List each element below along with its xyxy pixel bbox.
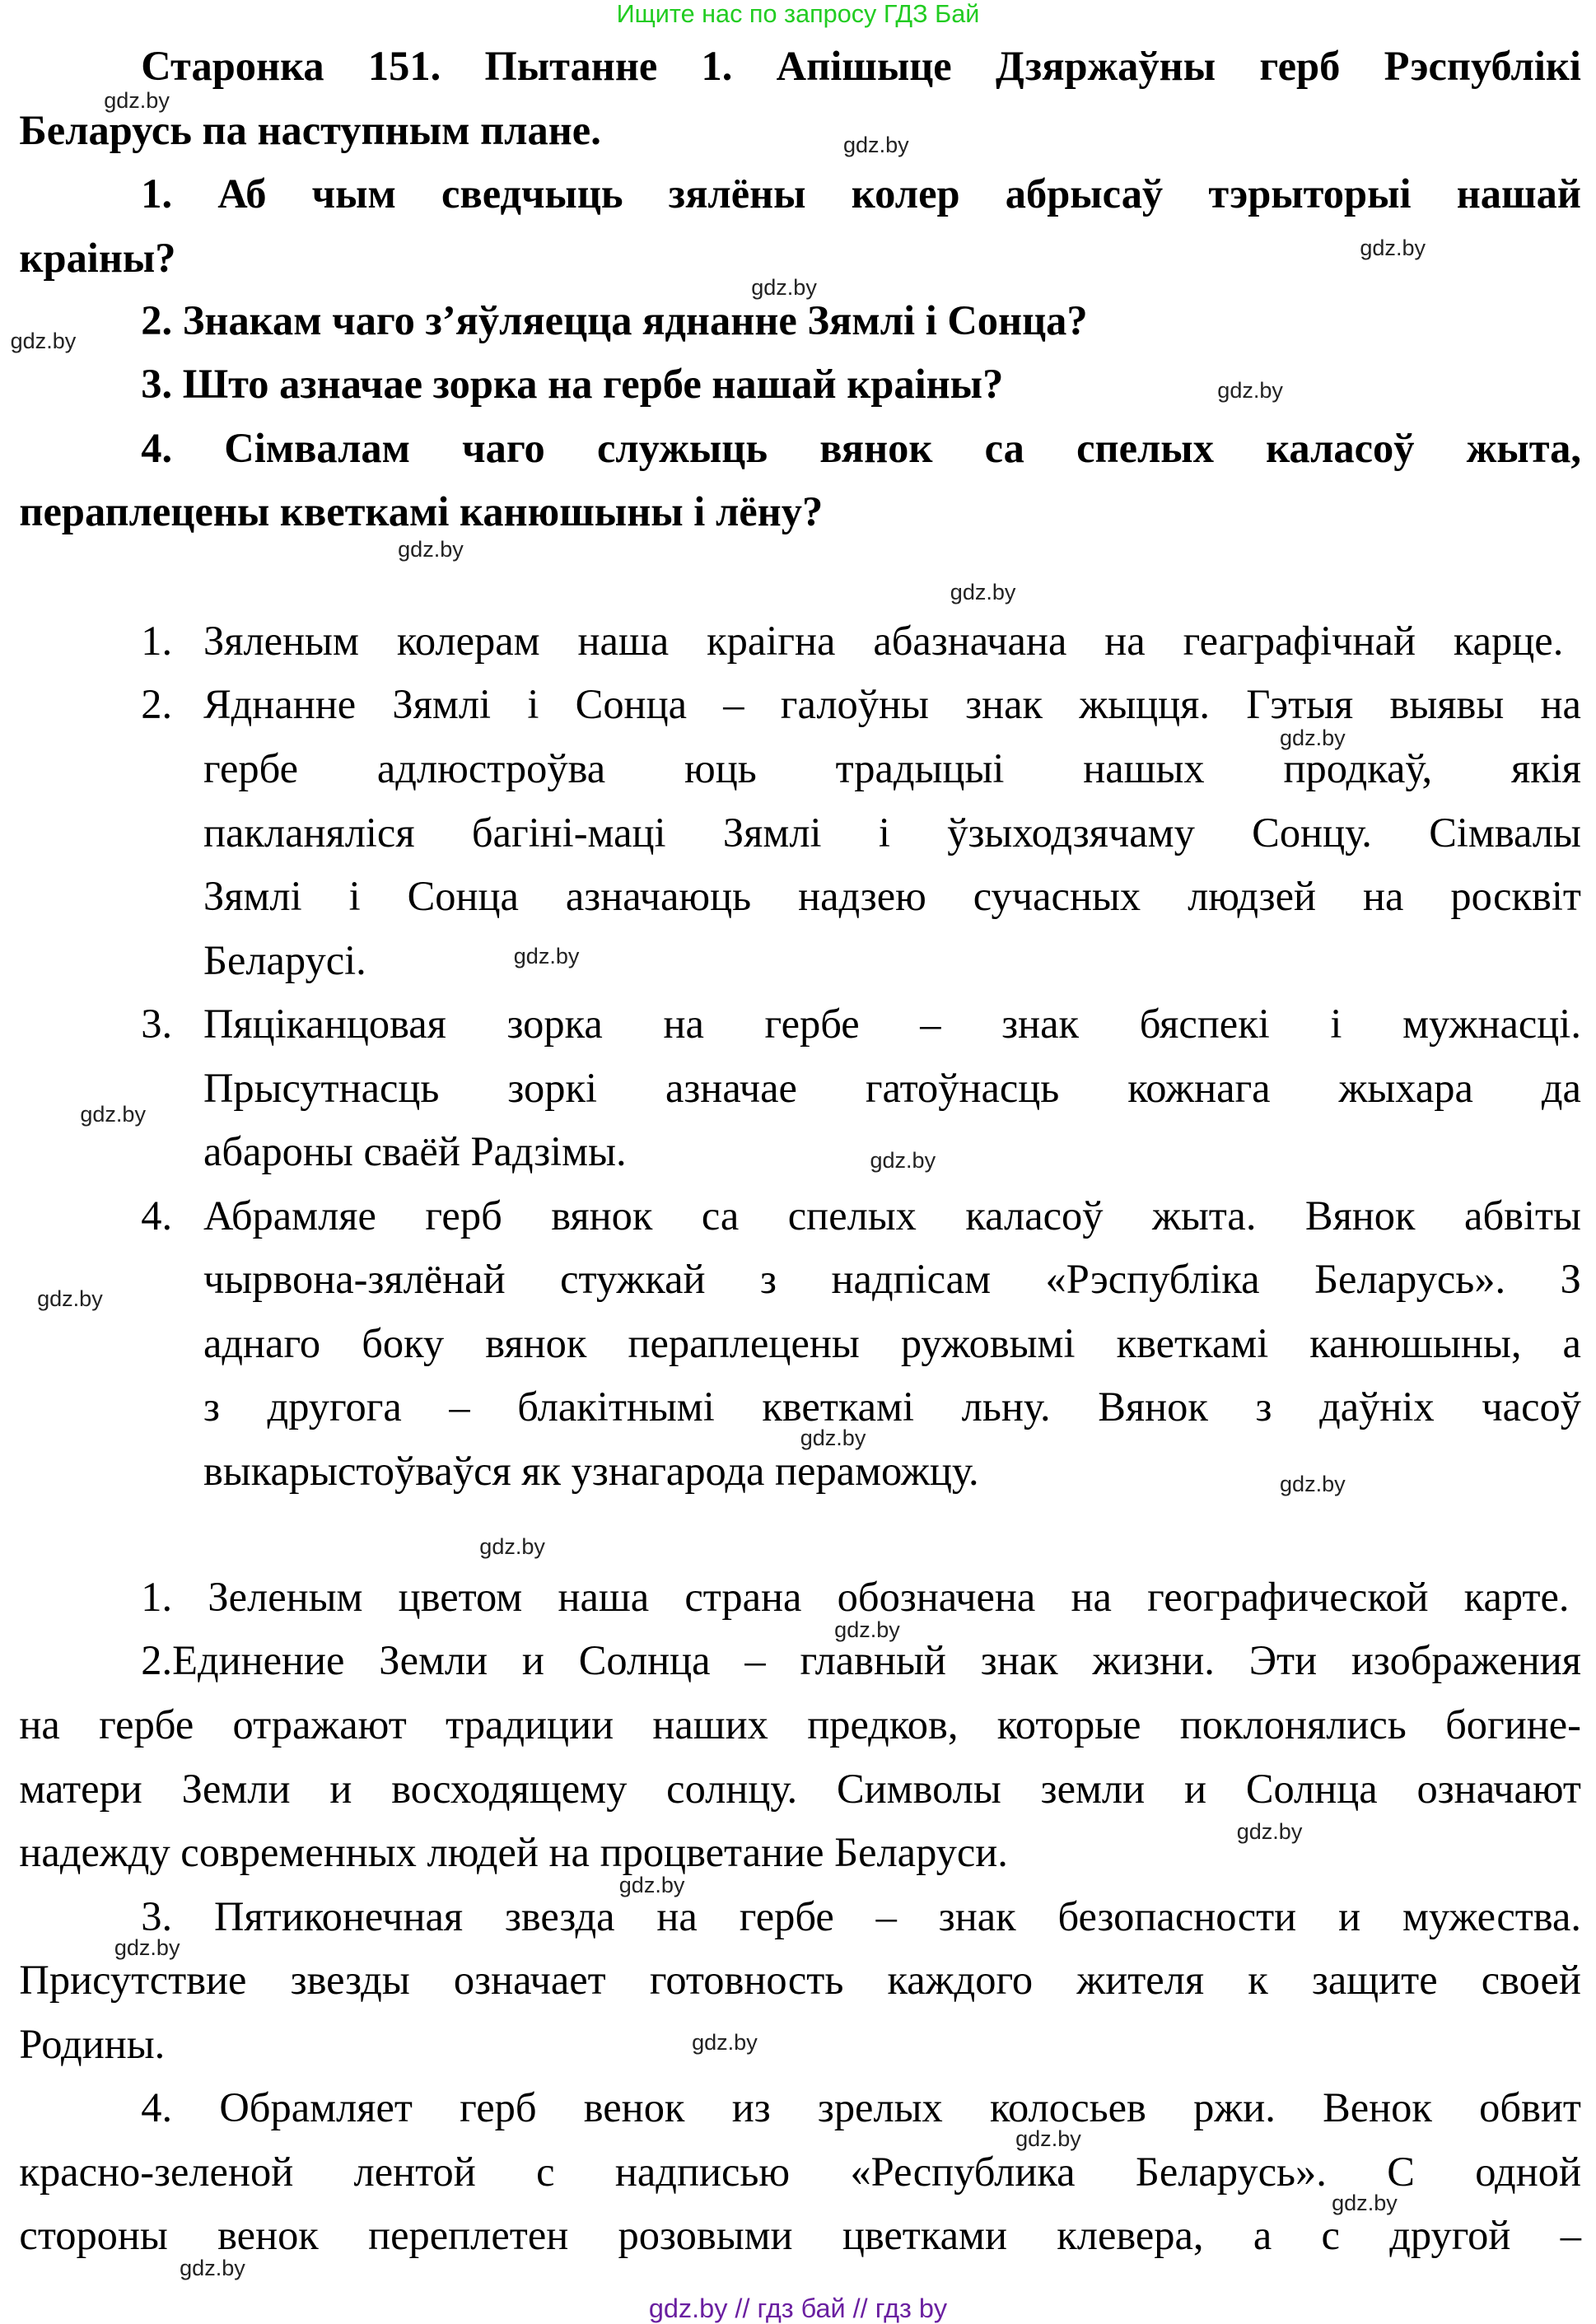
watermark: gdz.by [692, 2030, 758, 2056]
answer-line-ru: 4. Обрамляет герб венок из зрелых колосьев ржи. Венок обвит [141, 2084, 1581, 2131]
answer-line: гербе адлюстроўва юць традыцыі нашых продкаў, якія [203, 745, 1581, 791]
answer-line-ru: Родины. [19, 2020, 166, 2067]
answer-line-ru: 3. Пятиконечная звезда на гербе – знак безопасности и мужества. [141, 1892, 1581, 1939]
watermark: gdz.by [1360, 235, 1426, 260]
watermark: gdz.by [751, 275, 817, 301]
answer-line-ru: матери Земли и восходящему солнцу. Символы земли и Солнца означают [19, 1765, 1581, 1812]
answer-line: выкарыстоўваўся як узнагарода пераможцу. [203, 1447, 979, 1494]
footer-links[interactable]: gdz.by // гдз бай // гдз by [648, 2294, 948, 2324]
watermark: gdz.by [618, 1873, 685, 1898]
question-line: Старонка 151. Пытанне 1. Апішыце Дзяржаўны герб Рэспублікі [141, 43, 1581, 90]
answer-line-ru: надежду современных людей на процветание Беларуси. [19, 1829, 1008, 1876]
answer-line: аднаго боку вянок пераплецены ружовымі кветкамі канюшыны, а [203, 1319, 1581, 1366]
answer-line: чырвона-зялёнай стужкай з надпісам «Рэспубліка Беларусь». З [203, 1256, 1581, 1303]
watermark: gdz.by [1236, 1819, 1303, 1845]
question-line: краіны? [19, 234, 176, 281]
answer-line: Прысутнасць зоркі азначае гатоўнасць кожнага жыхара да [203, 1064, 1581, 1111]
watermark: gdz.by [114, 1934, 180, 1960]
answer-number: 1. [141, 617, 173, 664]
answer-line: Зямлі і Сонца азначаюць надзею сучасных людзей на росквіт [203, 873, 1581, 920]
question-line: пераплецены кветкамі канюшыны і лёну? [19, 488, 824, 535]
answer-line-ru: 2.Единение Земли и Солнца – главный знак жизни. Эти изображения [141, 1637, 1581, 1684]
answer-line: Пяціканцовая зорка на гербе – знак бяспекі і мужнасці. [203, 1001, 1581, 1048]
answer-line: пакланяліся багіні-маці Зямлі і ўзыходзячаму Сонцу. Сімвалы [203, 809, 1581, 856]
watermark: gdz.by [950, 579, 1016, 604]
question-line: 1. Аб чым сведчыць зялёны колер абрысаў тэрыторыі нашай [141, 170, 1581, 217]
search-banner: Ищите нас по запросу ГДЗ Бай [616, 0, 980, 28]
watermark: gdz.by [870, 1148, 936, 1174]
watermark: gdz.by [10, 329, 77, 354]
question-line: 2. Знакам чаго з’яўляецца яднанне Зямлі і Сонца? [141, 296, 1088, 343]
question-line: Беларусь па наступным плане. [19, 106, 601, 153]
watermark: gdz.by [1280, 1472, 1346, 1497]
answer-line-ru: на гербе отражают традиции наших предков, которые поклонялись богине- [19, 1701, 1581, 1748]
answer-line-ru: красно-зеленой лентой с надписью «Республика Беларусь». С одной [19, 2148, 1581, 2195]
watermark: gdz.by [104, 88, 170, 114]
answer-line: Яднанне Зямлі і Сонца – галоўны знак жыцця. Гэтыя выявы на [203, 681, 1581, 728]
answer-line: Абрамляе герб вянок са спелых каласоў жыта. Вянок абвіты [203, 1192, 1581, 1239]
watermark: gdz.by [37, 1286, 103, 1312]
answer-line: абароны сваёй Радзімы. [203, 1128, 627, 1175]
answer-line-ru: Присутствие звезды означает готовность каждого жителя к защите своей [19, 1957, 1581, 2004]
watermark: gdz.by [1332, 2190, 1398, 2215]
watermark: gdz.by [513, 943, 580, 968]
answer-line: з другога – блакітнымі кветкамі льну. Вянок з даўніх часоў [203, 1384, 1581, 1430]
watermark: gdz.by [842, 133, 909, 158]
answer-line-ru: стороны венок переплетен розовыми цветками клевера, а с другой – [19, 2212, 1581, 2259]
watermark: gdz.by [479, 1534, 545, 1560]
watermark: gdz.by [1217, 377, 1283, 403]
answer-line-ru: 1. Зеленым цветом наша страна обозначена на географической карте. [141, 1573, 1570, 1620]
question-line: 3. Што азначае зорка на гербе нашай краіны? [141, 361, 1004, 408]
watermark: gdz.by [398, 536, 464, 562]
watermark: gdz.by [180, 2256, 245, 2281]
answer-number: 3. [141, 1001, 173, 1048]
answer-line: Беларусі. [203, 936, 366, 983]
watermark: gdz.by [80, 1102, 146, 1127]
answer-number: 2. [141, 681, 173, 728]
answer-line: Зяленым колерам наша краігна абазначана на геаграфічнай карце. [203, 617, 1564, 664]
watermark: gdz.by [1280, 725, 1346, 750]
watermark: gdz.by [834, 1617, 900, 1643]
watermark: gdz.by [800, 1426, 866, 1451]
answer-number: 4. [141, 1192, 173, 1239]
watermark: gdz.by [1015, 2126, 1081, 2152]
question-line: 4. Сімвалам чаго служыць вянок са спелых каласоў жыта, [141, 424, 1581, 471]
